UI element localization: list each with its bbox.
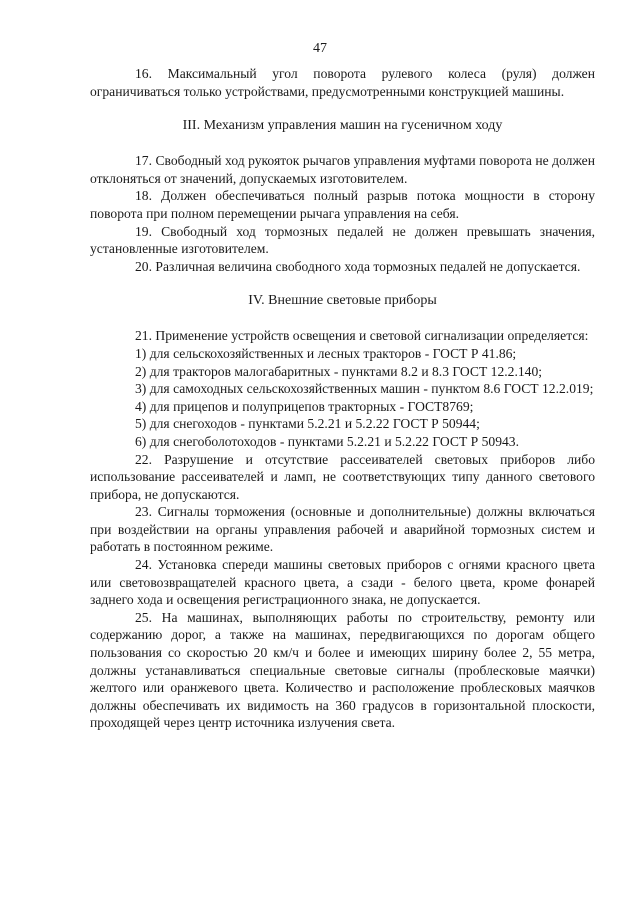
paragraph-20: 20. Различная величина свободного хода тормозных педалей не допускается. [135, 258, 581, 274]
page-number: 47 [313, 41, 327, 56]
paragraph-19: 19. Свободный ход тормозных педалей не должен превышать значения, установленные изготовителем. [90, 223, 595, 257]
document-body [90, 65, 595, 732]
paragraph-21: 21. Применение устройств освещения и световой сигнализации определяется: [135, 328, 589, 344]
paragraph-17: 17. Свободный ход рукояток рычагов управления муфтами поворота не должен отклоняться от значений, допускаемых изготовителем. [90, 153, 595, 186]
list-item: 6) для снегоболотоходов - пунктами 5.2.21 и 5.2.22 ГОСТ Р 50943. [135, 433, 519, 449]
paragraph-25: 25. На машинах, выполняющих работы по строительству, ремонту или содержанию дорог, а также на машинах, передвигающихся по дорогам общего пользования со скоростью 20 км/ч и более и имеющих ширину более 2, 55 метра, должны устанавливаться специальные световые сигналы (проблесковые маячки) желтого или оранжевого цвета. Количество и расположение проблесковых маячков должны обеспечивать их видимость на 360 градусов в горизонтальной плоскости, проходящей через центр источника излучения света. [90, 609, 595, 731]
list-item: 1) для сельскохозяйственных и лесных тракторов - ГОСТ Р 41.86; [135, 345, 517, 361]
list-item: 2) для тракторов малогабаритных - пунктами 8.2 и 8.3 ГОСТ 12.2.140; [135, 363, 543, 379]
section-heading-3: III. Механизм управления машин на гусеничном ходу [182, 118, 503, 134]
list-item: 4) для прицепов и полуприцепов тракторных - ГОСТ8769; [135, 398, 474, 414]
paragraph-24: 24. Установка спереди машины световых приборов с огнями красного цвета или световозвращателей красного цвета, а сзади - белого цвета, кроме фонарей заднего хода и освещения регистрационного знака, не допускается. [90, 557, 595, 608]
list-item: 3) для самоходных сельскохозяйственных машин - пунктом 8.6 ГОСТ 12.2.019; [135, 381, 594, 397]
paragraph-23: 23. Сигналы торможения (основные и дополнительные) должны включаться при воздействии на органы управления рабочей и аварийной тормозных систем и работать в постоянном режиме. [90, 504, 595, 555]
paragraph-22: 22. Разрушение и отсутствие рассеивателей световых приборов либо использование рассеивателей и ламп, не соответствующих типу данного светового прибора, не допускаются. [90, 451, 595, 502]
section-heading-4: IV. Внешние световые приборы [248, 293, 437, 309]
list-item: 5) для снегоходов - пунктами 5.2.21 и 5.2.22 ГОСТ Р 50944; [135, 416, 480, 432]
paragraph-18: 18. Должен обеспечиваться полный разрыв потока мощности в сторону поворота при полном перемещении рычага управления на себя. [90, 188, 595, 221]
paragraph-16: 16. Максимальный угол поворота рулевого колеса (руля) должен ограничиваться только устройствами, предусмотренными конструкцией машины. [90, 66, 595, 99]
